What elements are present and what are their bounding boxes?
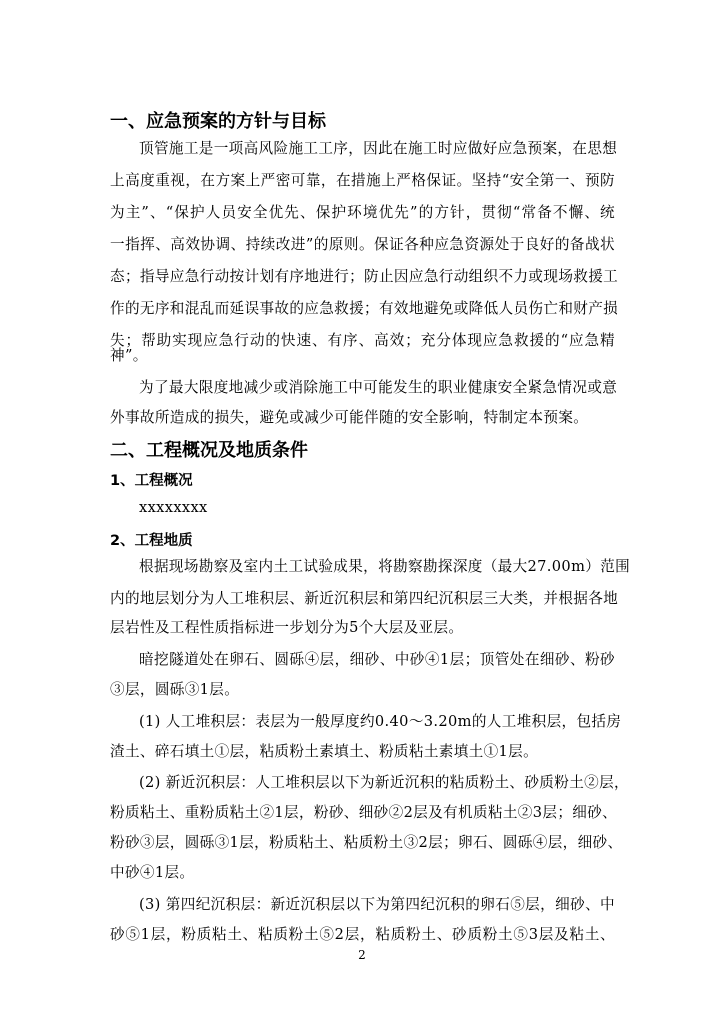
section1-paragraph1-line: 神”。 [110, 347, 148, 364]
geology-line: (3) 第四纪沉积层：新近沉积层以下为第四纪沉积的卵石⑤层，细砂、中 [139, 896, 615, 913]
geology-line: 中砂④1层。 [110, 864, 195, 881]
geology-line: (2) 新近沉积层：人工堆积层以下为新近沉积的粘质粉土、砂质粉土②层， [139, 774, 629, 791]
geology-line: 内的地层划分为人工堆积层、新近沉积层和第四纪沉积层三大类，并根据各地 [110, 590, 619, 607]
section1-paragraph1-line: 一指挥、高效协调、持续改进”的原则。保证各种应急资源处于良好的备战状 [110, 236, 615, 253]
section1-paragraph1-line: 上高度重视，在方案上严密可靠，在措施上严格保证。坚持“安全第一、预防 [110, 172, 615, 189]
geology-line: 粉砂③层，圆砾③1层，粉质粘土、粘质粉土③2层；卵石、圆砾④层，细砂、 [110, 834, 623, 851]
section1-paragraph1-line: 为主”、“保护人员安全优先、保护环境优先”的方针，贯彻“常备不懈、统 [110, 204, 615, 221]
section1-heading: 一、应急预案的方针与目标 [110, 111, 326, 132]
section1-paragraph2-line: 外事故所造成的损失，避免或减少可能伴随的安全影响，特制定本预案。 [110, 409, 589, 426]
geology-line: 根据现场勘察及室内土工试验成果，将勘察勘探深度（最大27.00m）范围 [139, 558, 631, 575]
geology-line: (1) 人工堆积层：表层为一般厚度约0.40～3.20m的人工堆积层，包括房 [139, 713, 622, 730]
section1-paragraph1-line: 态；指导应急行动按计划有序地进行；防止因应急行动组织不力或现场救援工 [110, 268, 619, 285]
subsection1-text: xxxxxxxx [139, 499, 208, 516]
section1-paragraph1-line: 顶管施工是一项高风险施工工序，因此在施工时应做好应急预案，在思想 [139, 140, 618, 157]
geology-line: 粉质粘土、重粉质粘土②1层，粉砂、细砂②2层及有机质粘土②3层；细砂、 [110, 804, 618, 821]
section2-heading: 二、工程概况及地质条件 [110, 440, 308, 461]
page-number: 2 [358, 948, 366, 962]
geology-line: 暗挖隧道处在卵石、圆砾④层，细砂、中砂④1层；顶管处在细砂、粉砂 [139, 651, 615, 668]
subsection1-heading: 1、工程概况 [110, 473, 193, 489]
geology-line: 渣土、碎石填土①层，粘质粉土素填土、粉质粘土素填土①1层。 [110, 743, 539, 760]
section1-paragraph2-line: 为了最大限度地减少或消除施工中可能发生的职业健康安全紧急情况或意 [139, 379, 618, 396]
geology-line: ③层，圆砾③1层。 [110, 681, 240, 698]
section1-paragraph1-line: 作的无序和混乱而延误事故的应急救援；有效地避免或降低人员伤亡和财产损 [110, 300, 619, 317]
geology-line: 层岩性及工程性质指标进一步划分为5个大层及亚层。 [110, 619, 464, 636]
subsection2-heading: 2、工程地质 [110, 533, 193, 549]
geology-line: 砂⑤1层，粉质粘土、粘质粉土⑤2层，粘质粉土、砂质粉土⑤3层及粘土、 [110, 926, 615, 943]
section1-paragraph1-line: 失；帮助实现应急行动的快速、有序、高效；充分体现应急救援的“应急精 [110, 332, 615, 349]
